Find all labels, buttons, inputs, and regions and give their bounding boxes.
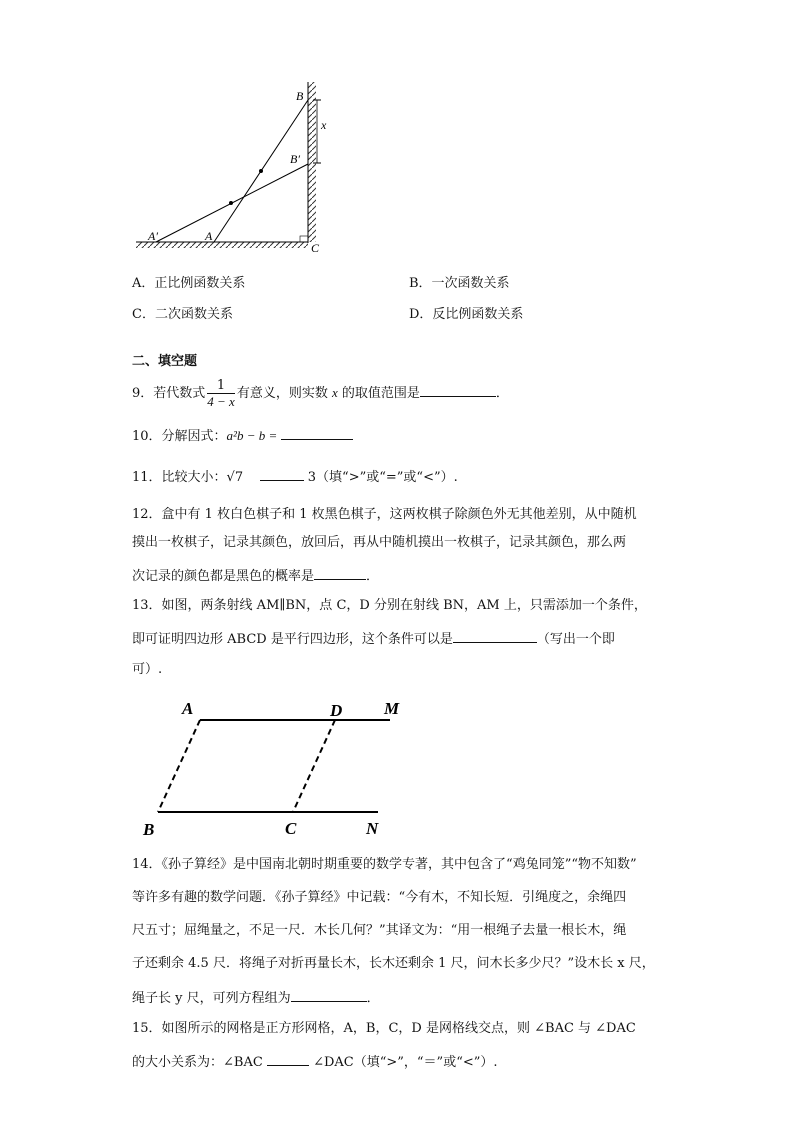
section-title: 二、填空题 [132,354,198,369]
label-B-prime: B′ [290,152,300,166]
q12-line-2: 摸出一枚棋子，记录其颜色，放回后，再从中随机摸出一枚棋子，记录其颜色，那么两 [132,535,627,550]
ladder-figure [0,0,794,260]
q9-text-2: 有意义，则实数 [236,386,328,401]
answer-blank [281,427,353,440]
q15-line-1: 15．如图所示的网格是正方形网格，A，B，C，D 是网格线交点，则 ∠BAC 与 ∠DAC [132,1021,636,1036]
q13-line-1: 13．如图，两条射线 AM∥BN，点 C，D 分别在射线 BN，AM 上，只需添加一个条件， [132,598,647,613]
parallelogram-figure [0,690,794,850]
question-11 [132,468,458,486]
label-N: N [366,819,379,838]
q14-end: ． [366,991,380,1006]
answer-blank [267,1053,309,1066]
q11-text-2: 3（填“>”或“=”或“<”）. [307,470,458,485]
q13-text-2: （写出一个即 [536,632,615,647]
q14-line-4: 子还剩余 4.5 尺．将绳子对折再量长木，长木还剩余 1 尺，问木长多少尺？”设木长 x 尺， [132,956,655,971]
label-A: A [182,699,194,718]
question-10 [132,427,353,445]
answer-blank [291,989,367,1002]
q12-end: ． [366,569,380,584]
q10-text: 10．分解因式： [132,429,227,444]
q12-text: 次记录的颜色都是黑色的概率是 [132,569,315,584]
option-c: C．二次函数关系 [132,307,233,322]
q12-line-3 [132,567,379,585]
q14-line-2: 等许多有趣的数学问题．《孙子算经》中记载：“今有木，不知长短．引绳度之，余绳四 [132,890,627,905]
q15-line-2 [132,1053,498,1071]
label-B: B [143,820,155,839]
label-C: C [285,819,297,838]
q14-line-3: 尺五寸；屈绳量之，不足一尺．木长几何？”其译文为：“用一根绳子去量一根长木，绳 [132,923,627,938]
variable: x [331,385,338,400]
numerator: 1 [216,378,226,393]
label-M: M [384,699,400,718]
option-d: D．反比例函数关系 [409,307,524,322]
fraction [207,378,235,409]
label-x: x [321,118,327,132]
q11-text: 11．比较大小： [132,470,227,485]
q14-line-1: 14．《孙子算经》是中国南北朝时期重要的数学专著，其中包含了“鸡兔同笼”“物不知数” [132,857,637,872]
q14-line-5 [132,989,380,1007]
q15-text: 的大小关系为：∠BAC [132,1055,263,1070]
q13-line-2 [132,630,615,648]
label-B: B [296,89,304,103]
label-D: D [330,701,343,720]
answer-blank [260,468,304,481]
question-9 [132,378,509,409]
label-A: A [205,229,213,243]
answer-blank [453,630,537,643]
option-a: A．正比例函数关系 [132,276,246,291]
q15-text-2: ∠DAC（填“>”，“＝”或“<”）. [313,1055,498,1070]
q10-expression: a²b − b = [226,428,278,443]
q9-text-3: 的取值范围是 [341,386,420,401]
answer-blank [314,567,366,580]
answer-blank [420,384,496,397]
q9-end: ． [495,386,509,401]
q13-line-3: 可）. [132,662,163,677]
denominator: 4 − x [207,394,235,409]
q9-text: 9．若代数式 [132,386,206,401]
label-C: C [311,241,320,255]
label-A-prime: A′ [148,229,158,243]
q14-text: 绳子长 y 尺，可列方程组为 [132,991,291,1006]
option-b: B．一次函数关系 [409,276,510,291]
q13-text: 即可证明四边形 ABCD 是平行四边形，这个条件可以是 [132,632,453,647]
section-heading [132,354,197,370]
q12-line-1: 12．盒中有 1 枚白色棋子和 1 枚黑色棋子，这两枚棋子除颜色外无其他差别，从中随机 [132,507,637,522]
q11-expression: √7 [226,470,244,485]
